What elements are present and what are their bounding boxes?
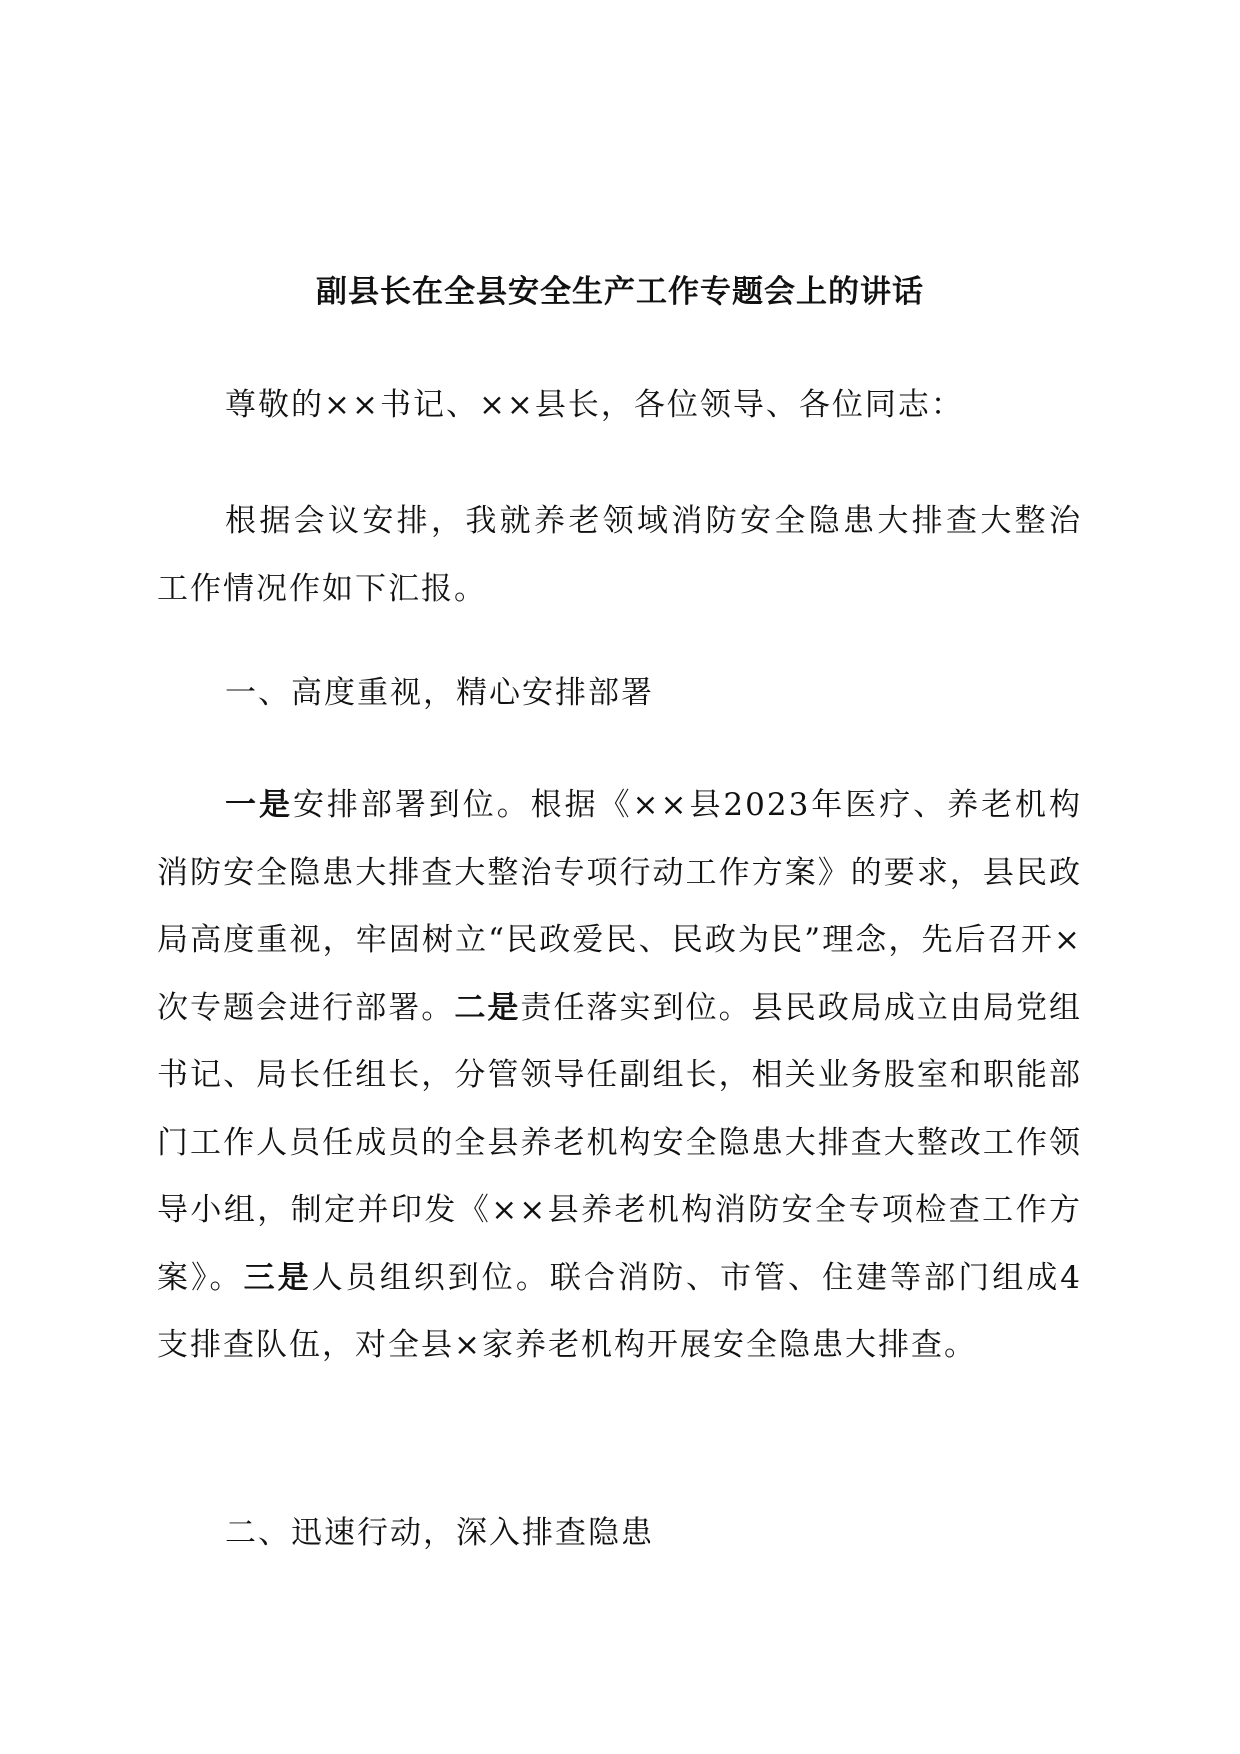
section1-body [157, 772, 1082, 1380]
point1-lead: 一是 [225, 787, 293, 823]
intro-paragraph: 根据会议安排，我就养老领域消防安全隐患大排查大整治工作情况作如下汇报。 [157, 503, 1082, 607]
point2-lead: 二是 [454, 989, 521, 1026]
point3-text: 人员组织到位。联合消防、市管、住建等部门组成4支排查队伍，对全县×家养老机构开展安全隐患大排查。 [157, 1259, 1083, 1363]
document-title: 副县长在全县安全生产工作专题会上的讲话 [316, 274, 924, 310]
point3-lead: 三是 [243, 1259, 312, 1296]
point1-text: 安排部署到位。根据《××县2023年医疗、养老机构消防安全隐患大排查大整治专项行动工作方案》的要求，县民政局高度重视，牢固树立“民政爱民、民政为民”理念，先后召开×次专题会进行部署。 [157, 787, 1083, 1026]
salutation: 尊敬的××书记、××县长，各位领导、各位同志： [225, 387, 964, 423]
point2-text: 责任落实到位。县民政局成立由局党组书记、局长任组长，分管领导任副组长，相关业务股室和职能部门工作人员任成员的全县养老机构安全隐患大排查大整改工作领导小组，制定并印发《××县养老机构消防安全专项检查工作方案》。 [157, 989, 1083, 1296]
section-heading-2: 二、迅速行动，深入排查隐患 [225, 1515, 654, 1551]
section-heading-1: 一、高度重视，精心安排部署 [225, 675, 654, 711]
